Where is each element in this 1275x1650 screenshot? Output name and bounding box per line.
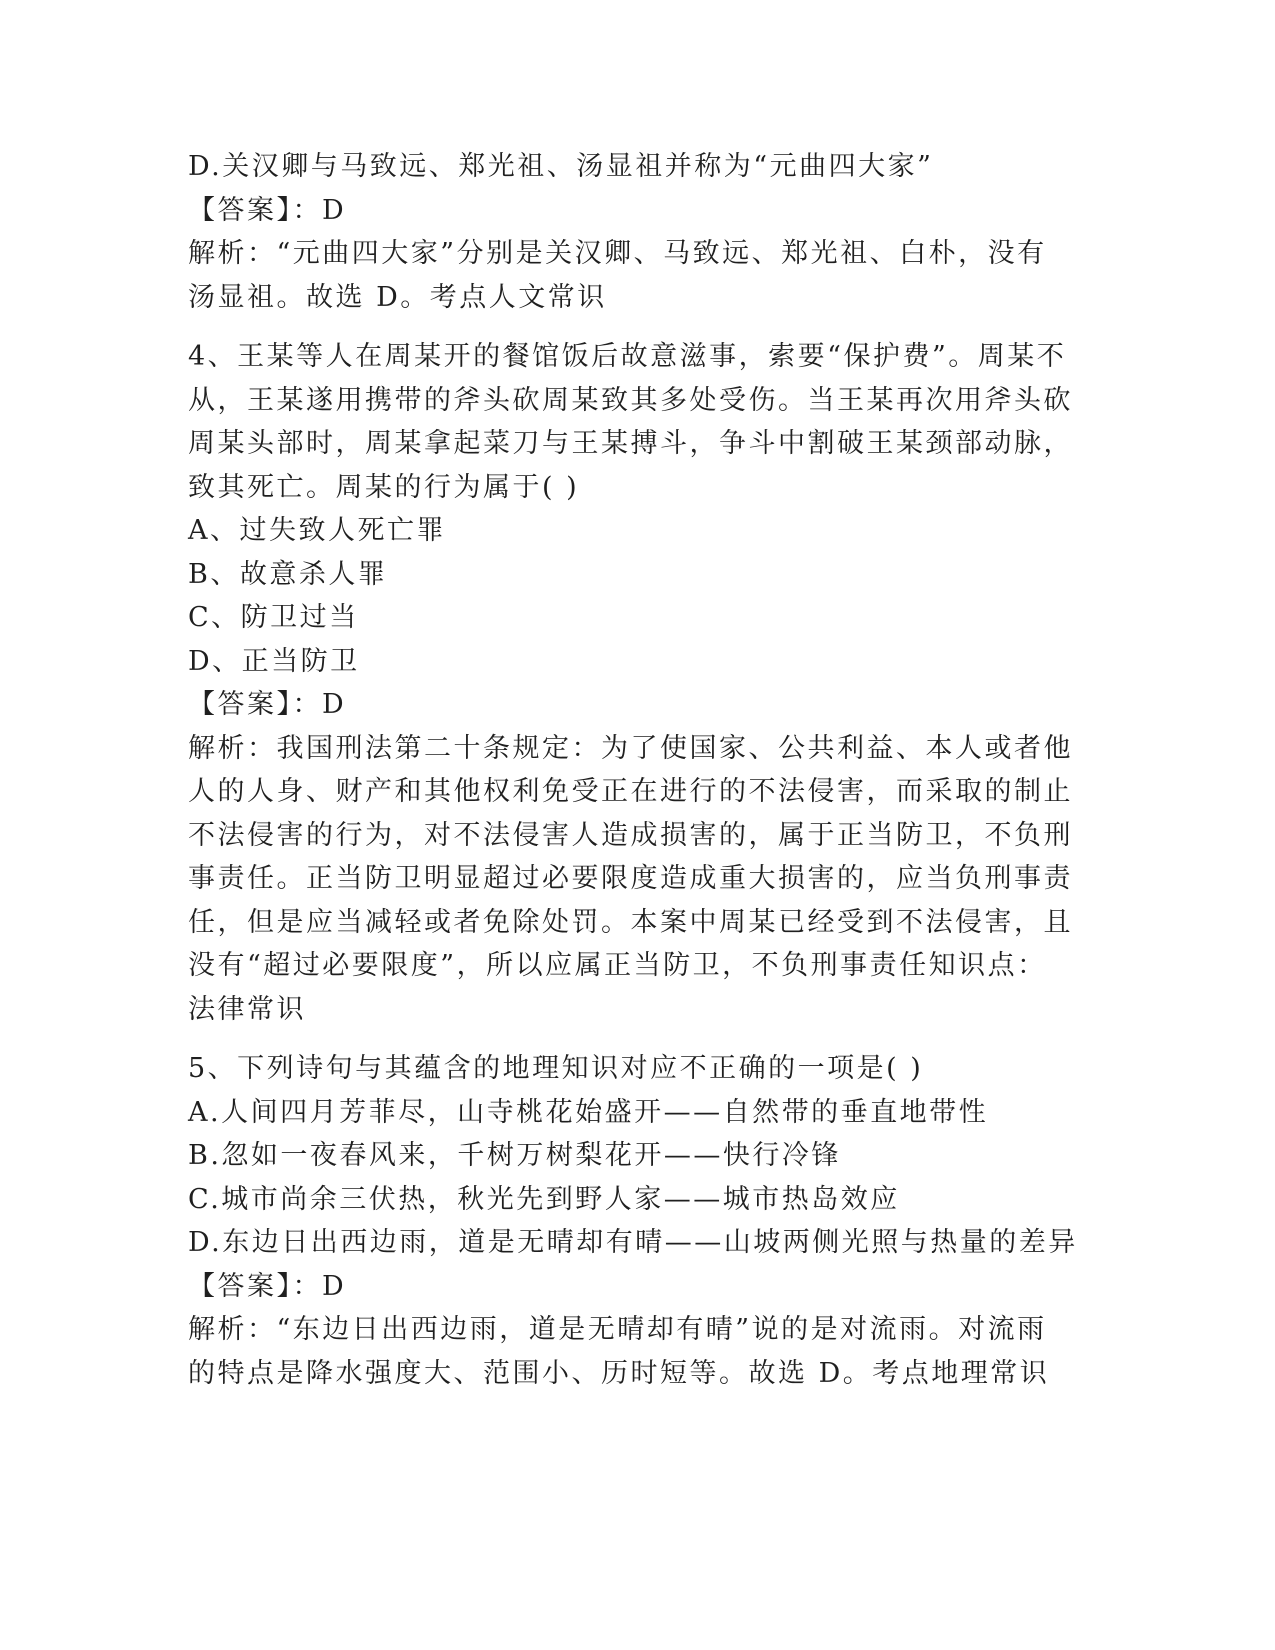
spacer xyxy=(188,1031,1088,1047)
question-4-option-d: D、正当防卫 xyxy=(188,645,360,677)
question-4 xyxy=(188,335,1088,1031)
question-4-option-b: B、故意杀人罪 xyxy=(188,558,388,590)
question-5-analysis-line: 解析：“东边日出西边雨，道是无晴却有晴”说的是对流雨。对流雨 xyxy=(188,1314,1047,1345)
question-5-option-c: C.城市尚余三伏热，秋光先到野人家——城市热岛效应 xyxy=(188,1183,900,1215)
question-5-stem-line: 5、下列诗句与其蕴含的地理知识对应不正确的一项是( ) xyxy=(188,1053,924,1084)
question-4-answer: 【答案】：D xyxy=(188,689,347,720)
question-4-analysis-line: 法律常识 xyxy=(188,993,306,1025)
question-4-stem-line: 从，王某遂用携带的斧头砍周某致其多处受伤。当王某再次用斧头砍 xyxy=(188,384,1073,416)
question-4-stem-line: 致其死亡。周某的行为属于( ) xyxy=(188,471,580,503)
question-5 xyxy=(188,1047,1088,1395)
question-3-tail xyxy=(188,145,1088,319)
question-4-stem-line: 周某头部时，周某拿起菜刀与王某搏斗，争斗中割破王某颈部动脉， xyxy=(188,428,1073,459)
question-5-analysis-line: 的特点是降水强度大、范围小、历时短等。故选 D。考点地理常识 xyxy=(188,1357,1050,1389)
question-4-analysis-line: 事责任。正当防卫明显超过必要限度造成重大损害的，应当负刑事责 xyxy=(188,863,1073,894)
question-5-option-d: D.东边日出西边雨，道是无晴却有晴——山坡两侧光照与热量的差异 xyxy=(188,1227,1078,1258)
question-4-analysis-line: 不法侵害的行为，对不法侵害人造成损害的，属于正当防卫，不负刑 xyxy=(188,819,1073,851)
question-5-answer: 【答案】：D xyxy=(188,1270,347,1302)
question-5-option-b: B.忽如一夜春风来，千树万树梨花开——快行冷锋 xyxy=(188,1140,841,1171)
question-4-option-c: C、防卫过当 xyxy=(188,602,359,633)
question-4-stem-line: 4、王某等人在周某开的餐馆饭后故意滋事，索要“保护费”。周某不 xyxy=(188,341,1067,372)
question-4-analysis-line: 任，但是应当减轻或者免除处罚。本案中周某已经受到不法侵害，且 xyxy=(188,906,1073,938)
question-4-analysis-line: 解析：我国刑法第二十条规定：为了使国家、公共利益、本人或者他 xyxy=(188,732,1073,764)
question-5-option-a: A.人间四月芳菲尽，山寺桃花始盛开——自然带的垂直地带性 xyxy=(188,1096,989,1128)
document-content xyxy=(188,145,1088,1395)
question-4-option-a: A、过失致人死亡罪 xyxy=(188,515,446,546)
question-3-option-d: D.关汉卿与马致远、郑光祖、汤显祖并称为“元曲四大家” xyxy=(188,151,934,182)
question-4-analysis-line: 没有“超过必要限度”，所以应属正当防卫，不负刑事责任知识点： xyxy=(188,950,1047,981)
spacer xyxy=(188,319,1088,335)
question-3-analysis-line: 解析：“元曲四大家”分别是关汉卿、马致远、郑光祖、白朴，没有 xyxy=(188,238,1047,269)
question-3-analysis-line: 汤显祖。故选 D。考点人文常识 xyxy=(188,281,607,313)
question-3-answer: 【答案】：D xyxy=(188,194,347,226)
question-4-analysis-line: 人的人身、财产和其他权利免受正在进行的不法侵害，而采取的制止 xyxy=(188,776,1073,807)
